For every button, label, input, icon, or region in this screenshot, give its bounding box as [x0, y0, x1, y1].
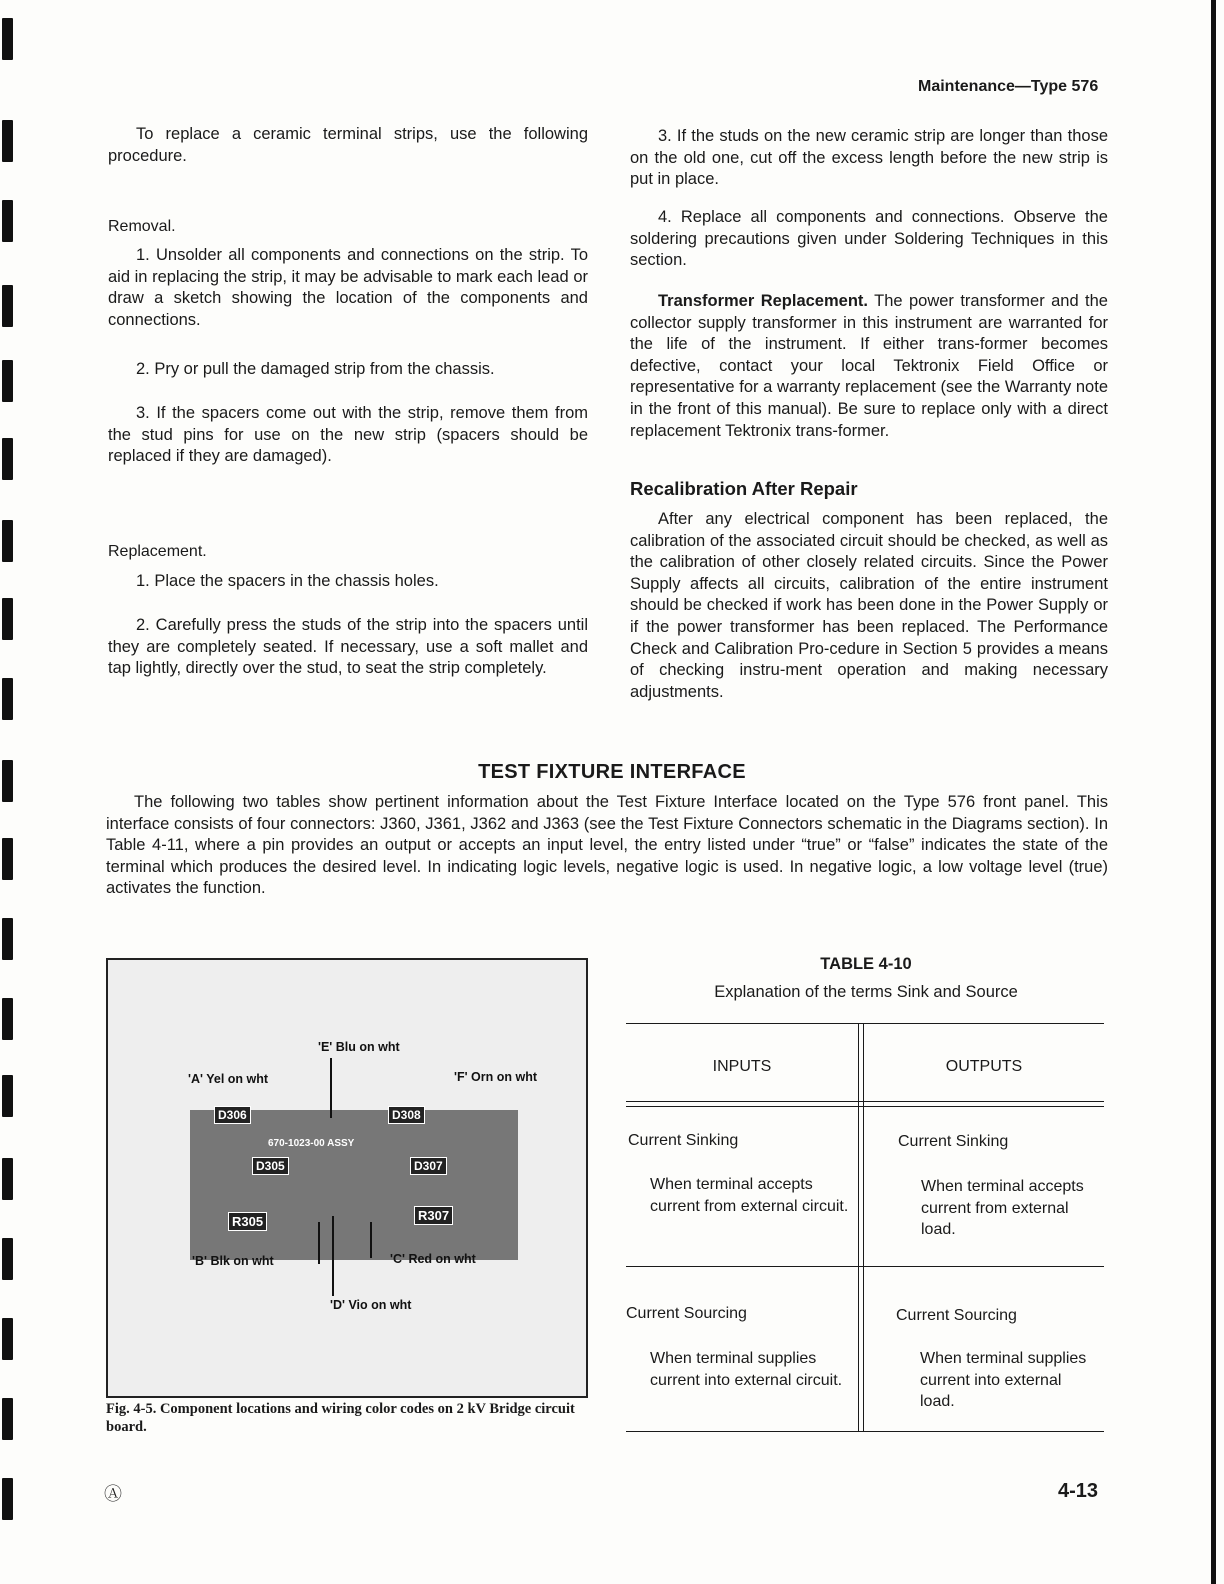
figure-caption: Fig. 4-5. Component locations and wiring color codes on 2 kV Bridge circuit board. [106, 1401, 575, 1435]
assembly-label: 670-1023-00 ASSY [268, 1138, 355, 1149]
table-rule-row [626, 1266, 1104, 1267]
step-4-paragraph: 4. Replace all components and connections. Observe the soldering precautions given under Soldering Techniques in this section. [630, 208, 1108, 270]
intro-paragraph: To replace a ceramic terminal strips, use the following procedure. [108, 125, 588, 165]
label-f-orn-on-wht: 'F' Orn on wht [454, 1070, 538, 1084]
row-2-input-term: Current Sourcing [626, 1305, 747, 1322]
replacement-step-1: 1. Place the spacers in the chassis holes. [136, 572, 439, 590]
label-d-vio-on-wht: 'D' Vio on wht [330, 1298, 412, 1312]
recalibration-heading: Recalibration After Repair [630, 478, 858, 499]
page-number: 4-13 [1058, 1480, 1099, 1502]
row-2-input-desc: When terminal supplies current into external circuit. [650, 1350, 843, 1389]
diode-d307: D307 [410, 1157, 447, 1175]
removal-step-3: 3. If the spacers come out with the strip, remove them from the stud pins for use on the new strip (spacers should be replaced if they are damaged). [108, 404, 588, 466]
table-divider-2 [863, 1023, 864, 1431]
circuit-board [190, 1110, 518, 1260]
replacement-heading: Replacement. [108, 543, 207, 560]
test-fixture-paragraph: The following two tables show pertinent information about the Test Fixture Interface located on the Type 576 front panel. This interface consists of four connectors: J360, J361, J362 and J363 (see the Test Fixture Connectors schematic in the Diagrams section). In Table 4-11, where a pin provides an output or accepts an input level, the entry listed under “true” or “false” indicates the state of the terminal which produces the desired level. In indicating logic levels, negative logic is used. In negative logic, a low voltage level (true) activates the function. [106, 793, 1108, 898]
row-1-input-desc: When terminal accepts current from external circuit. [650, 1176, 849, 1215]
row-2-output-term: Current Sourcing [896, 1307, 1017, 1324]
wire-b [318, 1222, 320, 1264]
running-head: Maintenance—Type 576 [918, 78, 1099, 95]
row-2-output-desc: When terminal supplies current into external load. [920, 1350, 1087, 1411]
diode-d305: D305 [252, 1157, 289, 1175]
removal-step-2: 2. Pry or pull the damaged strip from the chassis. [136, 360, 495, 378]
row-1-output-desc: When terminal accepts current from external load. [921, 1178, 1084, 1239]
test-fixture-title: TEST FIXTURE INTERFACE [478, 761, 746, 783]
row-1-output-term: Current Sinking [898, 1133, 1009, 1150]
table-rule-header-1 [626, 1101, 1104, 1102]
label-e-blu-on-wht: 'E' Blu on wht [318, 1040, 400, 1054]
table-rule-header-2 [626, 1106, 1104, 1107]
page-right-border [1211, 0, 1216, 1584]
removal-heading: Removal. [108, 218, 176, 235]
diode-d306: D306 [214, 1106, 251, 1124]
table-title: TABLE 4-10 [820, 955, 912, 973]
transformer-paragraph [630, 291, 1108, 442]
table-rule-bottom [626, 1431, 1104, 1432]
diode-d308: D308 [388, 1106, 425, 1124]
label-a-yel-on-wht: 'A' Yel on wht [188, 1072, 269, 1086]
header-outputs: OUTPUTS [945, 1058, 1023, 1075]
wire-c [370, 1222, 372, 1258]
circuit-board-photo [106, 958, 588, 1398]
step-3-paragraph: 3. If the studs on the new ceramic strip are longer than those on the old one, cut off the excess length before the new strip is put in place. [630, 127, 1108, 189]
recalibration-paragraph: After any electrical component has been replaced, the calibration of the associated circuit should be checked, as well as the calibration of other closely related circuits. Since the Power Supply affects all circuits, calibration of the entire instrument should be checked if work has been done in the Power Supply or if the power transformer has been replaced. The Performance Check and Calibration Pro-cedure in Section 5 provides a means of checking instru-ment operation and making necessary adjustments. [630, 510, 1108, 701]
header-inputs: INPUTS [712, 1058, 772, 1075]
wire-e [330, 1058, 332, 1118]
removal-step-1: 1. Unsolder all components and connections on the strip. To aid in replacing the strip, it may be advisable to mark each lead or draw a sketch showing the location of the components and connections. [108, 246, 588, 329]
table-subtitle: Explanation of the terms Sink and Source [714, 983, 1018, 1001]
transformer-lead: Transformer Replacement. [658, 292, 868, 310]
label-c-red-on-wht: 'C' Red on wht [390, 1252, 476, 1266]
transformer-text: The power transformer and the collector supply transformer in this instrument are warranted for the life of the instrument. If either trans-former becomes defective, contact your local Tektronix Field Office or representative for a warranty replacement (see the Warranty note in the front of this manual). Be sure to replace only with a direct replacement Tektronix trans-former. [630, 292, 1108, 440]
resistor-r307: R307 [414, 1206, 453, 1225]
row-1-input-term: Current Sinking [628, 1132, 739, 1149]
publisher-symbol: Ⓐ [104, 1484, 122, 1504]
table-divider-1 [858, 1023, 859, 1431]
resistor-r305: R305 [228, 1212, 267, 1231]
wire-d [332, 1216, 334, 1296]
table-rule-top [626, 1023, 1104, 1024]
label-b-blk-on-wht: 'B' Blk on wht [192, 1254, 274, 1268]
replacement-step-2: 2. Carefully press the studs of the strip into the spacers until they are completely seated. If necessary, use a soft mallet and tap lightly, directly over the stud, to seat the strip completely. [108, 616, 588, 678]
